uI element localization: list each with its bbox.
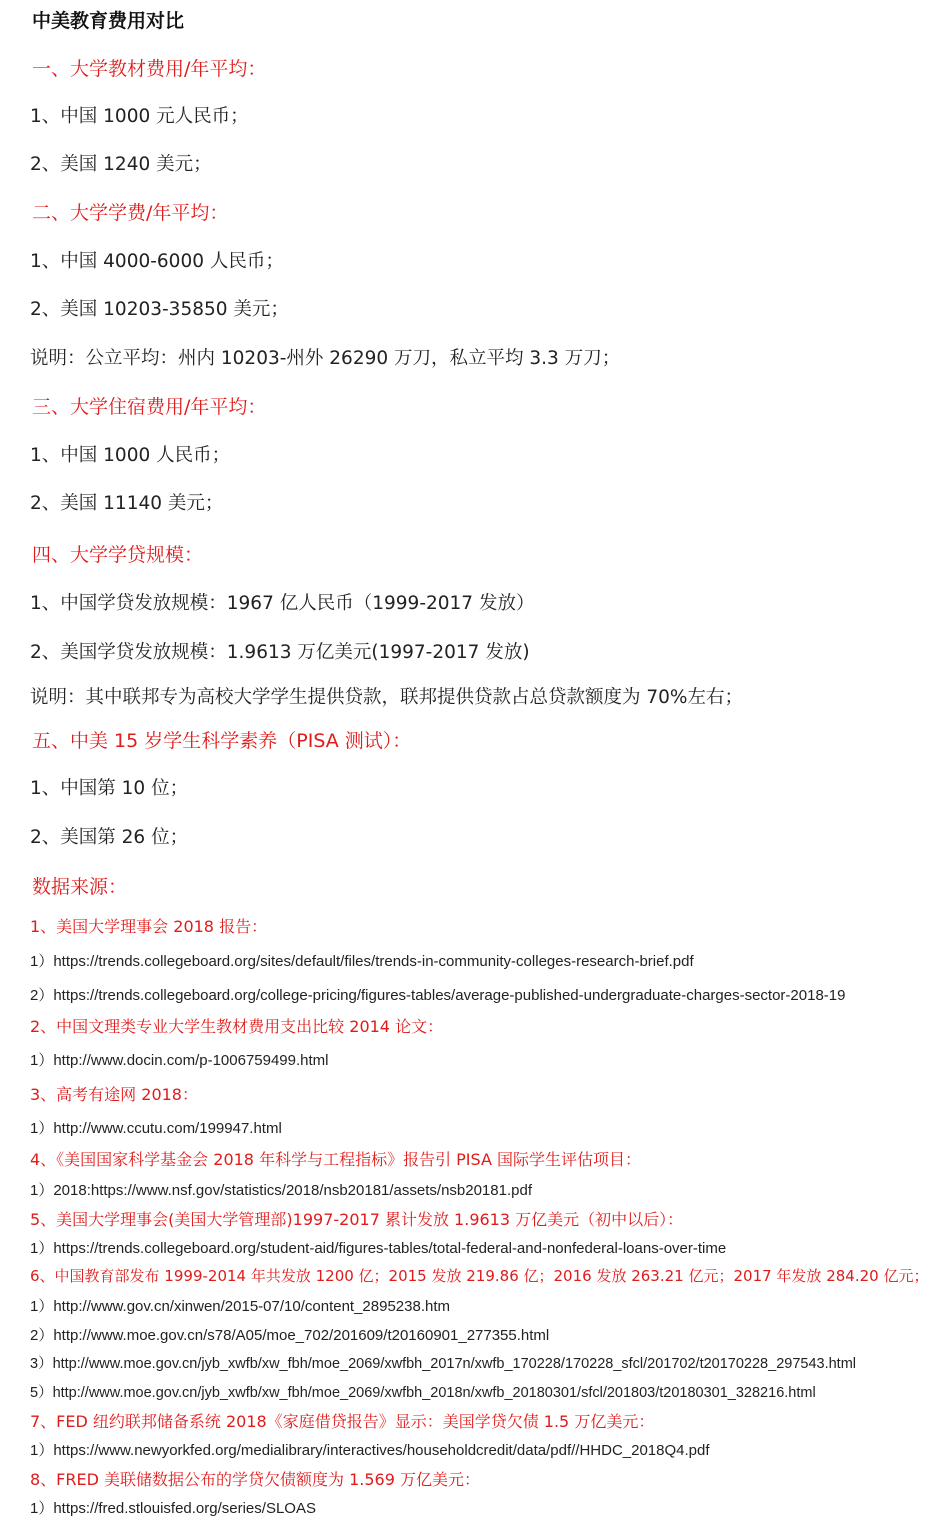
note-line: 说明：公立平均：州内 10203-州外 26290 万刀，私立平均 3.3 万刀； bbox=[30, 348, 621, 369]
source-title: 7、FED 纽约联邦储备系统 2018《家庭借贷报告》显示：美国学贷欠债 1.5 万亿美元： bbox=[30, 1412, 655, 1431]
source-title: 2、中国文理类专业大学生教材费用支出比较 2014 论文： bbox=[30, 1017, 444, 1036]
source-link[interactable]: 1）https://www.newyorkfed.org/medialibrary/interactives/householdcredit/data/pdf//HHDC_2018Q4.pdf bbox=[30, 1442, 710, 1459]
source-link[interactable]: 3）http://www.moe.gov.cn/jyb_xwfb/xw_fbh/moe_2069/xwfbh_2017n/xwfb_170228/170228_sfcl/201702/t20170228_297543.html bbox=[30, 1356, 856, 1372]
body-line: 2、美国 1240 美元； bbox=[30, 154, 212, 175]
source-link[interactable]: 1）http://www.ccutu.com/199947.html bbox=[30, 1120, 282, 1137]
body-line: 1、中国 1000 人民币； bbox=[30, 445, 231, 466]
source-title: 6、中国教育部发布 1999-2014 年共发放 1200 亿；2015 发放 219.86 亿；2016 发放 263.21 亿元；2017 年发放 284.20 亿元； bbox=[30, 1267, 929, 1285]
source-link[interactable]: 1）https://fred.stlouisfed.org/series/SLOAS bbox=[30, 1500, 316, 1517]
source-link[interactable]: 2）https://trends.collegeboard.org/college-pricing/figures-tables/average-published-undergraduate-charges-sector-2018-19 bbox=[30, 987, 846, 1004]
sources-heading: 数据来源： bbox=[32, 876, 128, 898]
body-line: 2、美国第 26 位； bbox=[30, 827, 189, 848]
section-heading: 三、大学住宿费用/年平均： bbox=[32, 396, 267, 418]
body-line: 1、中国第 10 位； bbox=[30, 778, 189, 799]
source-title: 5、美国大学理事会(美国大学管理部)1997-2017 累计发放 1.9613 万亿美元（初中以后）： bbox=[30, 1210, 684, 1229]
source-link[interactable]: 5）http://www.moe.gov.cn/jyb_xwfb/xw_fbh/moe_2069/xwfbh_2018n/xwfb_20180301/sfcl/201803/t20180301_328216.html bbox=[30, 1385, 816, 1401]
body-line: 2、美国 10203-35850 美元； bbox=[30, 299, 289, 320]
body-line: 1、中国 1000 元人民币； bbox=[30, 106, 249, 127]
source-title: 8、FRED 美联储数据公布的学贷欠债额度为 1.569 万亿美元： bbox=[30, 1470, 480, 1489]
body-line: 2、美国 11140 美元； bbox=[30, 493, 224, 514]
section-heading: 二、大学学费/年平均： bbox=[32, 202, 229, 224]
source-link[interactable]: 1）http://www.docin.com/p-1006759499.html bbox=[30, 1052, 329, 1069]
source-link[interactable]: 1）https://trends.collegeboard.org/sites/default/files/trends-in-community-colleges-research-brief.pdf bbox=[30, 953, 694, 970]
body-line: 1、中国学贷发放规模：1967 亿人民币（1999-2017 发放） bbox=[30, 593, 535, 614]
section-heading: 四、大学学贷规模： bbox=[32, 544, 204, 566]
body-line: 1、中国 4000-6000 人民币； bbox=[30, 251, 284, 272]
source-link[interactable]: 2）http://www.moe.gov.cn/s78/A05/moe_702/201609/t20160901_277355.html bbox=[30, 1327, 550, 1344]
page-title: 中美教育费用对比 bbox=[32, 10, 185, 32]
source-link[interactable]: 1）https://trends.collegeboard.org/student-aid/figures-tables/total-federal-and-nonfederal-loans-over-time bbox=[30, 1240, 727, 1257]
section-heading: 五、中美 15 岁学生科学素养（PISA 测试）： bbox=[32, 730, 412, 752]
source-title: 1、美国大学理事会 2018 报告： bbox=[30, 917, 268, 936]
source-link[interactable]: 1）http://www.gov.cn/xinwen/2015-07/10/content_2895238.htm bbox=[30, 1298, 450, 1315]
note-line: 说明：其中联邦专为高校大学学生提供贷款，联邦提供贷款占总贷款额度为 70%左右； bbox=[30, 687, 744, 708]
section-heading: 一、大学教材费用/年平均： bbox=[32, 58, 267, 80]
source-link[interactable]: 1）2018:https://www.nsf.gov/statistics/2018/nsb20181/assets/nsb20181.pdf bbox=[30, 1182, 532, 1199]
source-title: 3、高考有途网 2018： bbox=[30, 1085, 198, 1104]
body-line: 2、美国学贷发放规模：1.9613 万亿美元(1997-2017 发放) bbox=[30, 642, 530, 663]
source-title: 4、《美国国家科学基金会 2018 年科学与工程指标》报告引 PISA 国际学生评估项目： bbox=[30, 1150, 642, 1169]
